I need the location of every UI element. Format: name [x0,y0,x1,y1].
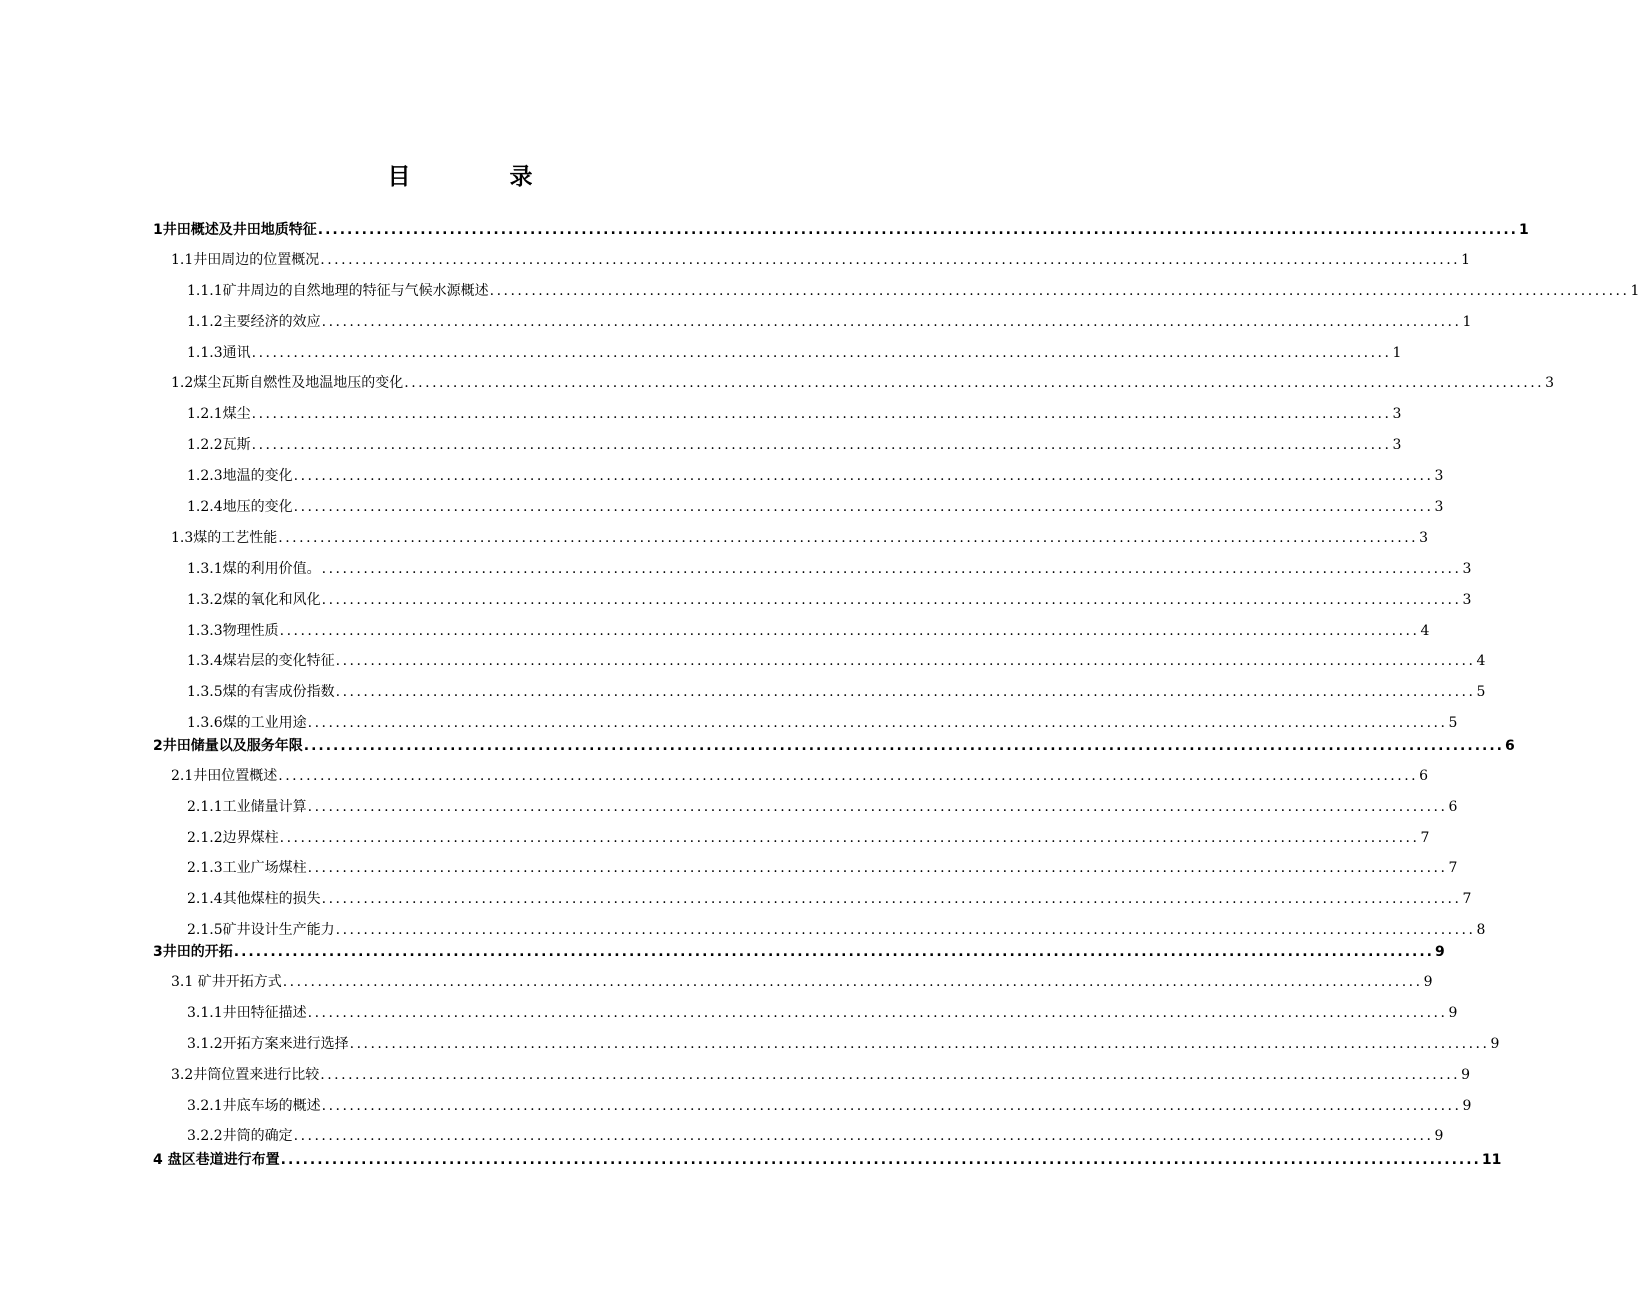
toc-entry[interactable] [187,436,1402,454]
toc-entry-label: 2.1.5矿井设计生产能力 [187,922,335,938]
toc-entry-label: 3.1 矿井开拓方式 [171,974,282,990]
toc-page-number: 8 [1476,922,1486,938]
toc-entry[interactable] [187,921,1486,939]
toc-page-number: 1 [1392,345,1402,361]
toc-page-number: 9 [1423,974,1433,990]
toc-entry-label: 1.2煤尘瓦斯自燃性及地温地压的变化 [171,375,404,391]
toc-page-number: 4 [1476,653,1486,669]
toc-leader-dots: .................................................................................................................................................................... [278,768,1419,784]
toc-entry-label: 1.3.5煤的有害成份指数 [187,684,335,700]
toc-page-number: 9 [1434,1128,1444,1144]
toc-leader-dots: .................................................................................................................................................................... [335,684,1476,700]
toc-entry[interactable] [153,1151,1502,1169]
toc-entry[interactable] [187,344,1402,362]
toc-leader-dots: .................................................................................................................................................................... [303,738,1504,754]
toc-leader-dots: .................................................................................................................................................................... [317,222,1518,238]
toc-leader-dots: .................................................................................................................................................................... [321,891,1462,907]
toc-entry-label: 1.2.3地温的变化 [187,468,293,484]
toc-leader-dots: .................................................................................................................................................................... [251,345,1392,361]
toc-entry[interactable] [187,1035,1500,1053]
toc-leader-dots: .................................................................................................................................................................... [307,799,1448,815]
toc-leader-dots: .................................................................................................................................................................... [321,592,1462,608]
toc-leader-dots: .................................................................................................................................................................... [279,623,1420,639]
toc-leader-dots: .................................................................................................................................................................... [278,530,1419,546]
toc-leader-dots: .................................................................................................................................................................... [349,1036,1490,1052]
toc-leader-dots: .................................................................................................................................................................... [251,406,1392,422]
toc-entry[interactable] [187,467,1444,485]
toc-page-number: 7 [1448,860,1458,876]
toc-entry[interactable] [187,313,1472,331]
toc-leader-dots: .................................................................................................................................................................... [282,974,1423,990]
toc-leader-dots: .................................................................................................................................................................... [233,944,1434,960]
toc-entry[interactable] [187,498,1444,516]
toc-entry-label: 2.1井田位置概述 [171,768,278,784]
toc-entry[interactable] [187,890,1472,908]
toc-entry-label: 1.3.4煤岩层的变化特征 [187,653,335,669]
toc-leader-dots: .................................................................................................................................................................... [307,715,1448,731]
toc-page-number: 3 [1392,406,1402,422]
toc-leader-dots: .................................................................................................................................................................... [320,252,1461,268]
toc-leader-dots: .................................................................................................................................................................... [293,1128,1434,1144]
toc-page-number: 11 [1481,1152,1502,1168]
toc-entry[interactable] [153,737,1515,755]
toc-page-number: 7 [1462,891,1472,907]
toc-entry[interactable] [187,829,1430,847]
toc-entry[interactable] [187,1097,1472,1115]
toc-page-number: 7 [1420,830,1430,846]
toc-leader-dots: .................................................................................................................................................................... [335,653,1476,669]
toc-leader-dots: .................................................................................................................................................................... [280,1152,1481,1168]
toc-page-number: 9 [1462,1098,1472,1114]
toc-page-number: 3 [1462,561,1472,577]
toc-entry-label: 1.3.3物理性质 [187,623,279,639]
toc-leader-dots: .................................................................................................................................................................... [404,375,1545,391]
toc-entry[interactable] [187,1004,1458,1022]
toc-entry-label: 3.1.2开拓方案来进行选择 [187,1036,349,1052]
toc-leader-dots: .................................................................................................................................................................... [321,561,1462,577]
toc-entry[interactable] [187,1127,1444,1145]
toc-page-number: 1 [1461,252,1471,268]
toc-page-number: 6 [1504,738,1515,754]
toc-page-number: 1 [1462,314,1472,330]
toc-entry-label: 2.1.1工业储量计算 [187,799,307,815]
toc-entry[interactable] [187,622,1430,640]
toc-page-number: 9 [1434,944,1445,960]
toc-entry[interactable] [171,1066,1471,1084]
toc-entry[interactable] [187,859,1458,877]
toc-page-number: 3 [1462,592,1472,608]
toc-leader-dots: .................................................................................................................................................................... [321,1098,1462,1114]
toc-entry-label: 3.2.2井筒的确定 [187,1128,293,1144]
toc-page-number: 9 [1448,1005,1458,1021]
toc-entry-label: 1.2.1煤尘 [187,406,251,422]
toc-entry-label: 1.3.1煤的利用价值。 [187,561,321,577]
toc-entry[interactable] [187,714,1458,732]
toc-entry-label: 1.1.2主要经济的效应 [187,314,321,330]
toc-page-number: 3 [1434,499,1444,515]
toc-entry-label: 1.1井田周边的位置概况 [171,252,320,268]
toc-entry-label: 1.3.2煤的氧化和风化 [187,592,321,608]
toc-entry-label: 1井田概述及井田地质特征 [153,222,317,238]
toc-entry-label: 2.1.2边界煤柱 [187,830,279,846]
toc-entry[interactable] [187,798,1458,816]
toc-leader-dots: .................................................................................................................................................................... [320,1067,1461,1083]
toc-page-number: 4 [1420,623,1430,639]
toc-leader-dots: .................................................................................................................................................................... [321,314,1462,330]
toc-entry-label: 1.3煤的工艺性能 [171,530,278,546]
toc-entry[interactable] [171,767,1429,785]
toc-entry-label: 1.2.4地压的变化 [187,499,293,515]
toc-page-number: 3 [1392,437,1402,453]
toc-page-number: 9 [1490,1036,1500,1052]
toc-entry-label: 2.1.3工业广场煤柱 [187,860,307,876]
page-title: 目 录 [387,164,571,190]
toc-entry-label: 3.1.1井田特征描述 [187,1005,307,1021]
toc-leader-dots: .................................................................................................................................................................... [335,922,1476,938]
toc-entry-label: 1.1.3通讯 [187,345,251,361]
toc-page-number: 1 [1518,222,1529,238]
toc-leader-dots: .................................................................................................................................................................... [251,437,1392,453]
toc-entry-label: 2井田储量以及服务年限 [153,738,303,754]
toc-page-number: 3 [1419,530,1429,546]
toc-entry[interactable] [171,251,1471,269]
toc-page-number: 6 [1448,799,1458,815]
toc-entry-label: 1.2.2瓦斯 [187,437,251,453]
toc-entry[interactable] [187,591,1472,609]
toc-entry[interactable] [153,943,1445,961]
toc-entry[interactable] [187,405,1402,423]
toc-entry[interactable] [187,652,1486,670]
toc-page-number: 1 [1630,283,1639,299]
toc-entry-label: 1.1.1矿井周边的自然地理的特征与气候水源概述 [187,283,489,299]
toc-entry-label: 4 盘区巷道进行布置 [153,1152,280,1168]
toc-page-number: 5 [1448,715,1458,731]
toc-entry[interactable] [187,683,1486,701]
toc-entry[interactable] [171,529,1429,547]
toc-entry-label: 3井田的开拓 [153,944,233,960]
toc-leader-dots: .................................................................................................................................................................... [307,1005,1448,1021]
toc-entry[interactable] [171,973,1433,991]
toc-leader-dots: .................................................................................................................................................................... [279,830,1420,846]
toc-entry-label: 2.1.4其他煤柱的损失 [187,891,321,907]
toc-leader-dots: .................................................................................................................................................................... [307,860,1448,876]
toc-entry[interactable] [153,221,1529,239]
toc-page-number: 5 [1476,684,1486,700]
toc-page-number: 3 [1434,468,1444,484]
toc-page-number: 3 [1545,375,1555,391]
toc-entry-label: 3.2.1井底车场的概述 [187,1098,321,1114]
toc-leader-dots: .................................................................................................................................................................... [293,468,1434,484]
toc-leader-dots: .................................................................................................................................................................... [489,283,1630,299]
toc-page-number: 9 [1461,1067,1471,1083]
toc-leader-dots: .................................................................................................................................................................... [293,499,1434,515]
toc-entry-label: 3.2井筒位置来进行比较 [171,1067,320,1083]
toc-entry[interactable] [187,282,1639,300]
toc-entry[interactable] [187,560,1472,578]
toc-page-number: 6 [1419,768,1429,784]
toc-entry-label: 1.3.6煤的工业用途 [187,715,307,731]
toc-entry[interactable] [171,374,1555,392]
